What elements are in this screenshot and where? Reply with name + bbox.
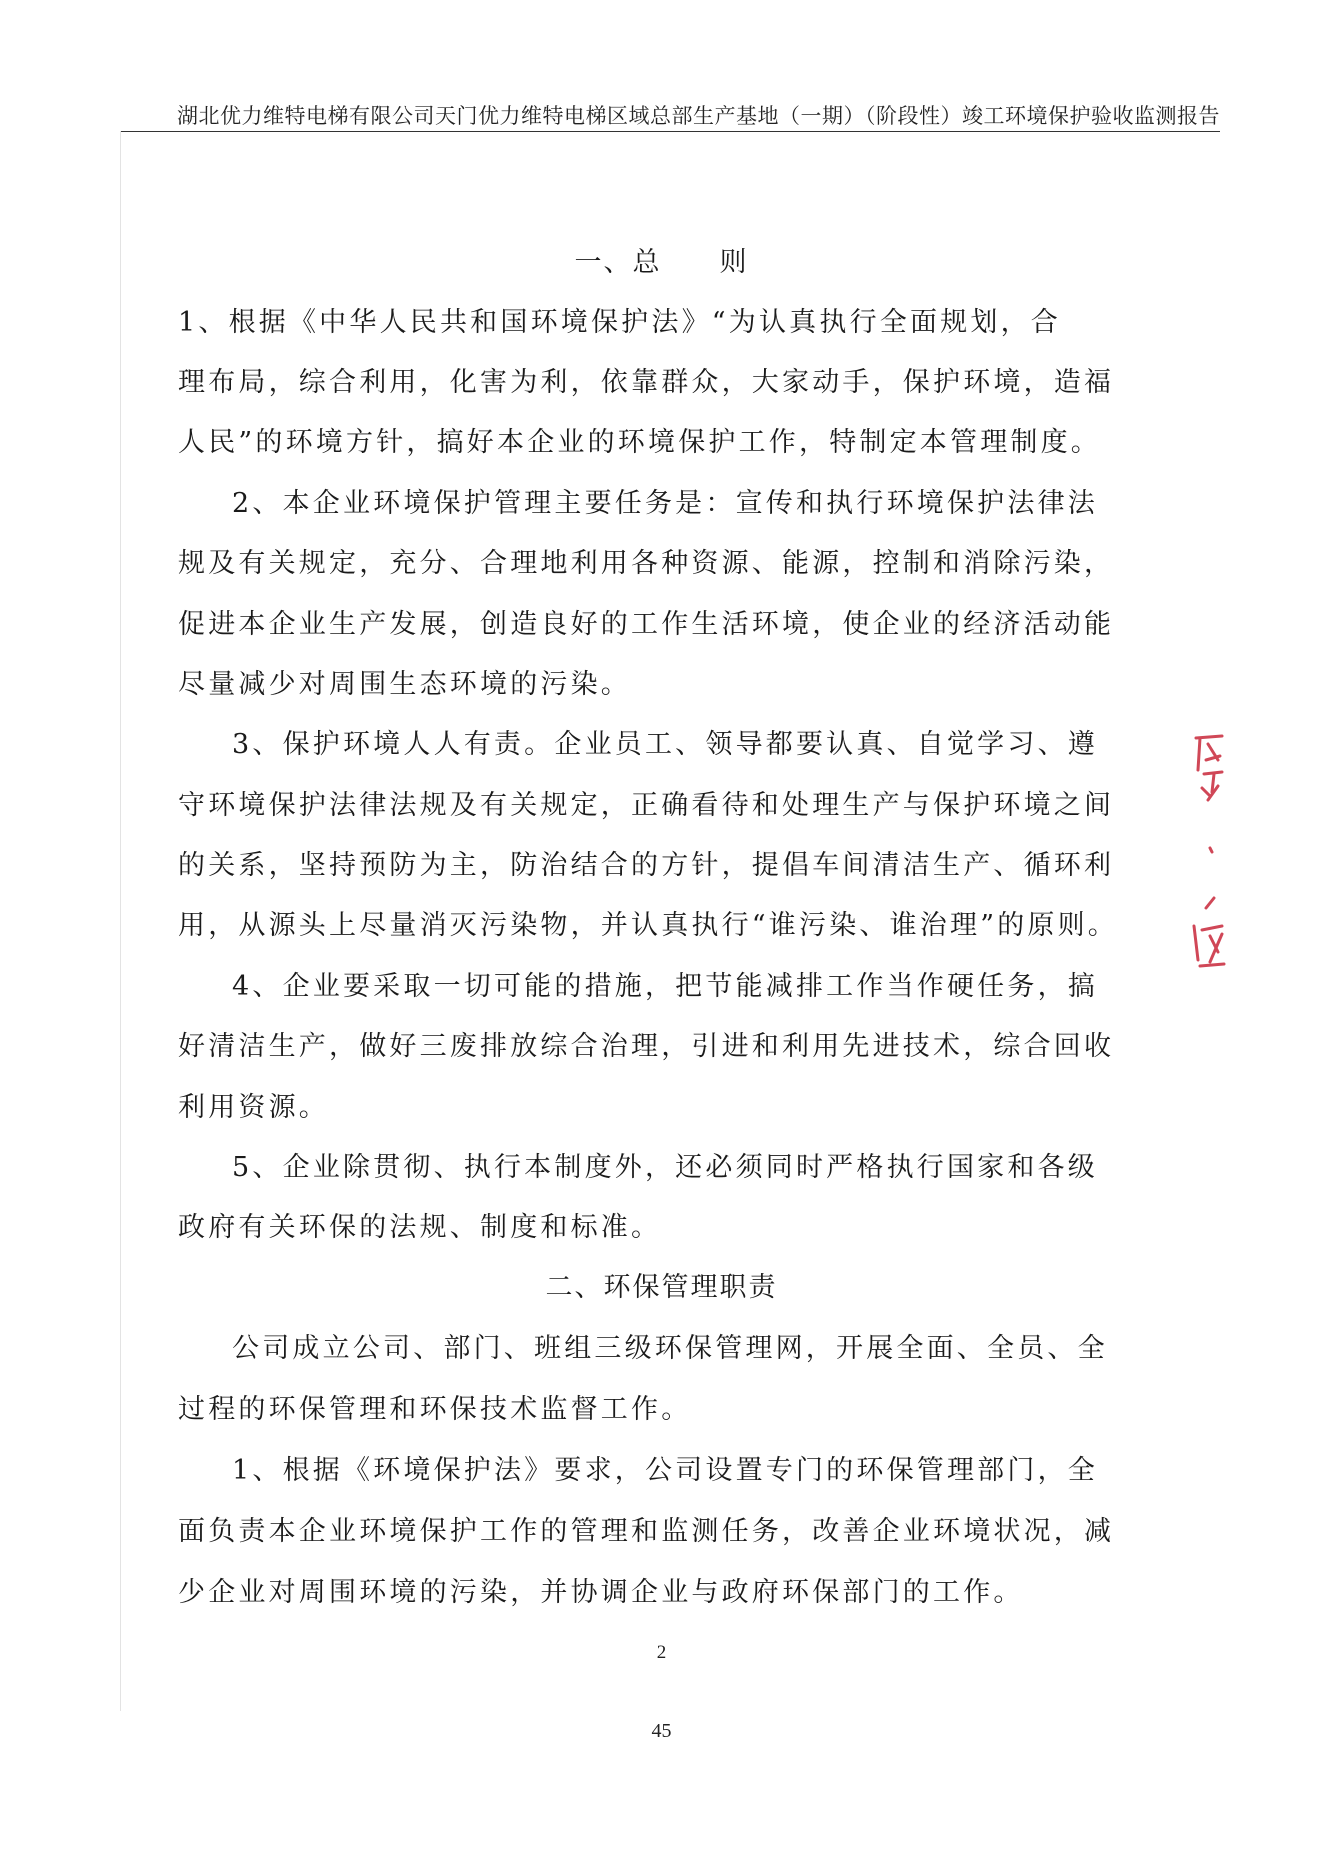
scan-edge-line xyxy=(120,131,121,1711)
paragraph-line: 人民”的环境方针，搞好本企业的环境保护工作，特制定本管理制度。 xyxy=(178,427,1102,458)
header-rule xyxy=(120,131,1220,132)
paragraph-line: 用，从源头上尽量消灭污染物，并认真执行“谁污染、谁治理”的原则。 xyxy=(178,910,1119,941)
report-header-title: 湖北优力维特电梯有限公司天门优力维特电梯区域总部生产基地（一期）（阶段性）竣工环境保护验收监测报告 xyxy=(177,104,1220,128)
paragraph-line: 守环境保护法律法规及有关规定，正确看待和处理生产与保护环境之间 xyxy=(178,790,1115,821)
section-heading-general: 一、总 则 xyxy=(574,247,749,278)
paragraph-line: 尽量减少对周围生态环境的污染。 xyxy=(178,669,631,700)
section-heading-duties: 二、环保管理职责 xyxy=(545,1272,778,1303)
paragraph-line: 过程的环保管理和环保技术监督工作。 xyxy=(178,1394,692,1425)
page-number-global: 45 xyxy=(651,1720,672,1742)
paragraph-line: 的关系，坚持预防为主，防治结合的方针，提倡车间清洁生产、循环利 xyxy=(178,850,1115,881)
paragraph-line: 公司成立公司、部门、班组三级环保管理网，开展全面、全员、全 xyxy=(232,1333,1108,1364)
paragraph-line: 规及有关规定，充分、合理地利用各种资源、能源，控制和消除污染， xyxy=(178,548,1115,579)
paragraph-line: 1、根据《中华人民共和国环境保护法》“为认真执行全面规划，合 xyxy=(178,307,1061,338)
seal-stamp-fragment xyxy=(1188,730,1230,990)
paragraph-line: 好清洁生产，做好三废排放综合治理，引进和利用先进技术，综合回收 xyxy=(178,1031,1115,1062)
paragraph-line: 利用资源。 xyxy=(178,1092,329,1123)
paragraph-line: 4、企业要采取一切可能的措施，把节能减排工作当作硬任务，搞 xyxy=(232,971,1098,1002)
paragraph-line: 理布局，综合利用，化害为利，依靠群众，大家动手，保护环境，造福 xyxy=(178,367,1115,398)
paragraph-line: 政府有关环保的法规、制度和标准。 xyxy=(178,1212,662,1243)
paragraph-line: 5、企业除贯彻、执行本制度外，还必须同时严格执行国家和各级 xyxy=(232,1152,1098,1183)
page-number-local: 2 xyxy=(656,1642,667,1663)
paragraph-line: 面负责本企业环境保护工作的管理和监测任务，改善企业环境状况，减 xyxy=(178,1516,1115,1547)
paragraph-line: 1、根据《环境保护法》要求，公司设置专门的环保管理部门，全 xyxy=(232,1455,1098,1486)
paragraph-line: 促进本企业生产发展，创造良好的工作生活环境，使企业的经济活动能 xyxy=(178,609,1115,640)
paragraph-line: 2、本企业环境保护管理主要任务是：宣传和执行环境保护法律法 xyxy=(232,488,1098,519)
paragraph-line: 少企业对周围环境的污染，并协调企业与政府环保部门的工作。 xyxy=(178,1577,1024,1608)
paragraph-line: 3、保护环境人人有责。企业员工、领导都要认真、自觉学习、遵 xyxy=(232,729,1098,760)
